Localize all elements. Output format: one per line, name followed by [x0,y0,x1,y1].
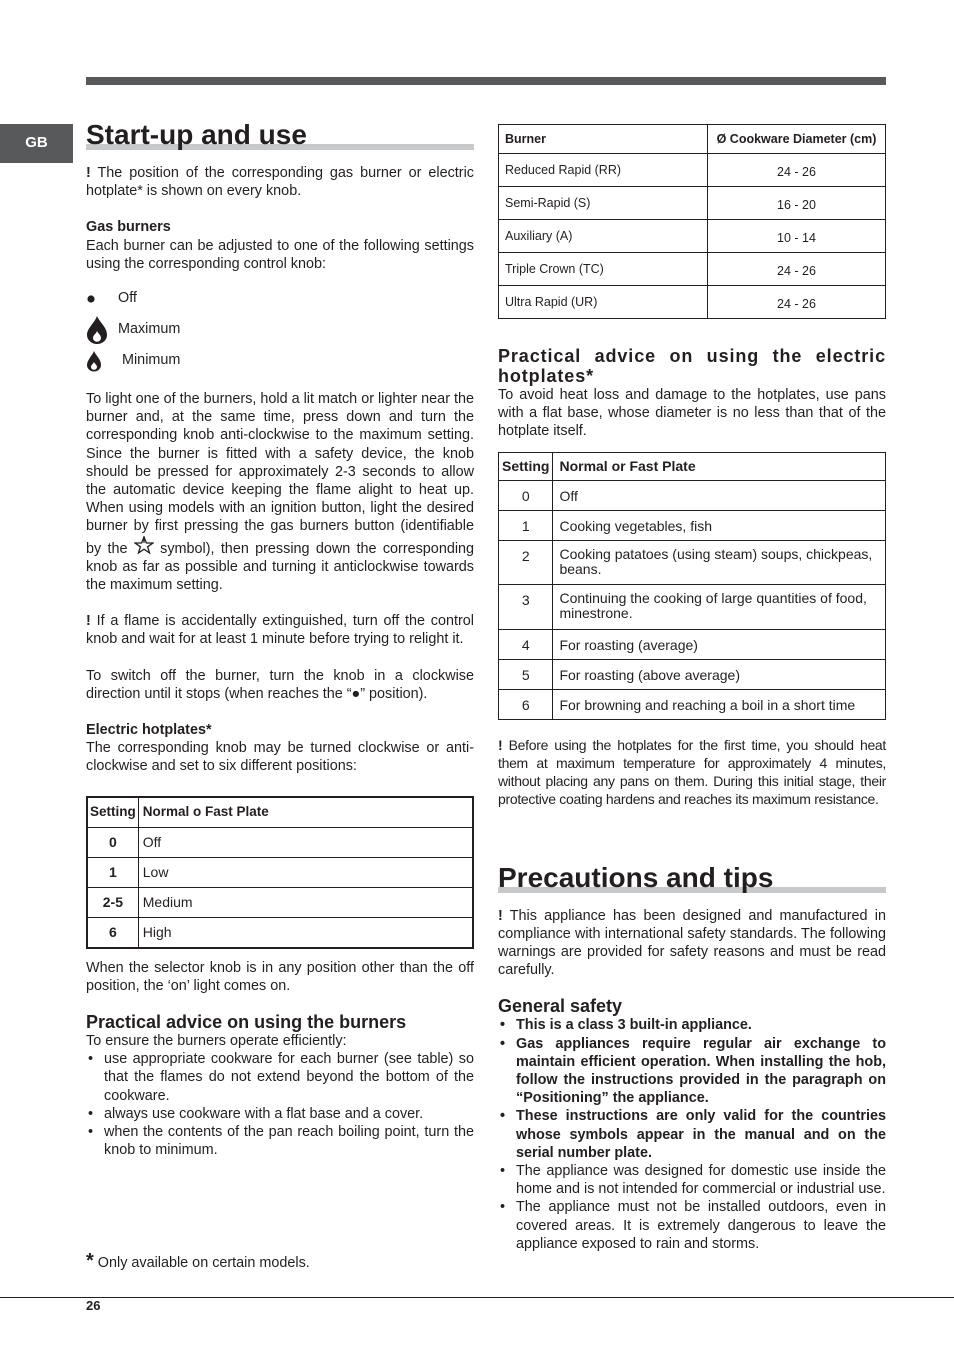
lighting-instructions: To light one of the burners, hold a lit match or lighter near the burner and, at the same time, press down and turn the corresponding knob anti-clockwise to the maximum setting. Since the burner is fitted with a safety device, the knob should be pressed for approximately 2-3 seconds to allow the automatic device keeping the flame alight to heat up. When using models with an ignition button, light the desired burner by first pressing the gas burners button (identifiable by the symbol), then pressing down the corresponding knob as far as possible and turning it anticlockwise towards the maximum setting. [86,391,475,594]
table-row: 3 Continuing the cooking of large quantities of food, minestrone. [499,584,886,629]
electric-hotplates-text: The corresponding knob may be turned clockwise or anti-clockwise and set to six different positions: [86,740,474,775]
page-title: Start-up and use [86,119,307,150]
burners-advice-list [86,1050,474,1159]
flame-warning: ! If a flame is accidentally extinguished, turn off the control knob and wait for at least 1 minute before trying to relight it. [86,613,474,648]
list-item: • when the contents of the pan reach boiling point, turn the knob to minimum. [86,1123,474,1159]
list-item: • These instructions are only valid for the countries whose symbols appear in the manual and on the serial number plate. [498,1107,886,1162]
table-row: Auxiliary (A) 10 - 14 [499,220,886,253]
language-tab: GB [0,124,73,163]
electric-hotplates-heading: Electric hotplates* [86,722,212,739]
precautions-intro: ! This appliance has been designed and manufactured in compliance with international safety standards. The following warnings are provided for safety reasons and must be read carefully. [498,907,886,979]
knob-setting-maximum: Maximum [86,314,474,345]
large-flame-icon [86,315,118,345]
exclamation-mark: ! [498,907,503,924]
small-flame-icon [86,350,118,372]
electric-settings-table [86,796,474,949]
list-item: • The appliance must not be installed outdoors, even in covered areas. It is extremely dangerous to leave the appliance exposed to rain and storms. [498,1198,886,1253]
table-header-row: Setting Normal or Fast Plate [499,452,886,480]
table-row: 1 Cooking vegetables, fish [499,510,886,540]
burners-advice-heading: Practical advice on using the burners [86,1012,407,1033]
table-header-row: Setting Normal o Fast Plate [87,797,473,828]
dot-icon [86,294,118,304]
knob-setting-off: Off [86,283,474,314]
burners-advice-intro: To ensure the burners operate efficiently: [86,1033,347,1050]
list-item: • use appropriate cookware for each burner (see table) so that the flames do not extend beyond the bottom of the cookware. [86,1050,474,1105]
general-safety-list [498,1016,886,1253]
precautions-title-block [498,861,886,901]
precautions-title: Precautions and tips [498,861,774,893]
top-rule [86,77,886,85]
page-number: 26 [86,1298,101,1313]
table-header-row: Burner Ø Cookware Diameter (cm) [499,125,886,154]
table-row: Ultra Rapid (UR) 24 - 26 [499,286,886,319]
table-row: 4 For roasting (average) [499,629,886,659]
right-column [498,124,886,1253]
table-row: 6 For browning and reaching a boil in a short time [499,689,886,719]
asterisk: * [86,1250,94,1272]
table-row: 1 Low [87,857,473,887]
exclamation-mark: ! [498,736,503,753]
exclamation-mark: ! [86,613,91,630]
table-row: Semi-Rapid (S) 16 - 20 [499,187,886,220]
selector-knob-text: When the selector knob is in any position other than the off position, the ‘on’ light comes on. [86,959,474,994]
gas-burners-heading: Gas burners [86,219,171,236]
startup-title-block [86,118,474,158]
intro-text: The position of the corresponding gas burner or electric hotplate* is shown on every knob. [86,165,474,200]
list-item: • always use cookware with a flat base and a cover. [86,1105,474,1123]
switch-off-text: To switch off the burner, turn the knob in a clockwise direction until it stops (when reaches the “●” position). [86,667,474,702]
list-item: • Gas appliances require regular air exchange to maintain efficient operation. When installing the hob, follow the instructions provided in the paragraph on “Positioning” the appliance. [498,1035,886,1108]
knob-setting-minimum: Minimum [86,345,474,376]
ignition-star-icon [134,541,154,557]
general-safety-heading: General safety [498,996,623,1017]
electric-advice-text: To avoid heat loss and damage to the hotplates, use pans with a flat base, whose diameter is no less than that of the hotplate itself. [498,387,886,440]
table-row: Triple Crown (TC) 24 - 26 [499,253,886,286]
burner-cookware-table [498,124,886,319]
table-row: 6 High [87,917,473,948]
exclamation-mark: ! [86,165,91,181]
table-row: 0 Off [499,480,886,510]
electric-advice-table [498,452,886,720]
bottom-rule [0,1297,954,1298]
hotplate-warning: ! Before using the hotplates for the first time, you should heat them at maximum temperature for approximately 4 minutes, without placing any pans on them. During this initial stage, their protective coating hardens and reaches its maximum resistance. [498,736,887,808]
footnote: * Only available on certain models. [86,1250,310,1272]
knob-settings-list [86,283,474,376]
table-row: 2 Cooking patatoes (using steam) soups, chickpeas, beans. [499,540,886,584]
list-item: • The appliance was designed for domestic use inside the home and is not intended for commercial or industrial use. [498,1162,886,1198]
electric-advice-heading: Practical advice on using the electric hotplates* [498,346,886,386]
table-row: Reduced Rapid (RR) 24 - 26 [499,154,886,187]
gas-burners-text: Each burner can be adjusted to one of the following settings using the corresponding control knob: [86,237,474,272]
table-row: 2-5 Medium [87,887,473,917]
table-row: 5 For roasting (above average) [499,659,886,689]
list-item: • This is a class 3 built-in appliance. [498,1016,886,1034]
intro-paragraph [86,164,474,200]
table-row: 0 Off [87,827,473,857]
left-column [86,118,474,1160]
